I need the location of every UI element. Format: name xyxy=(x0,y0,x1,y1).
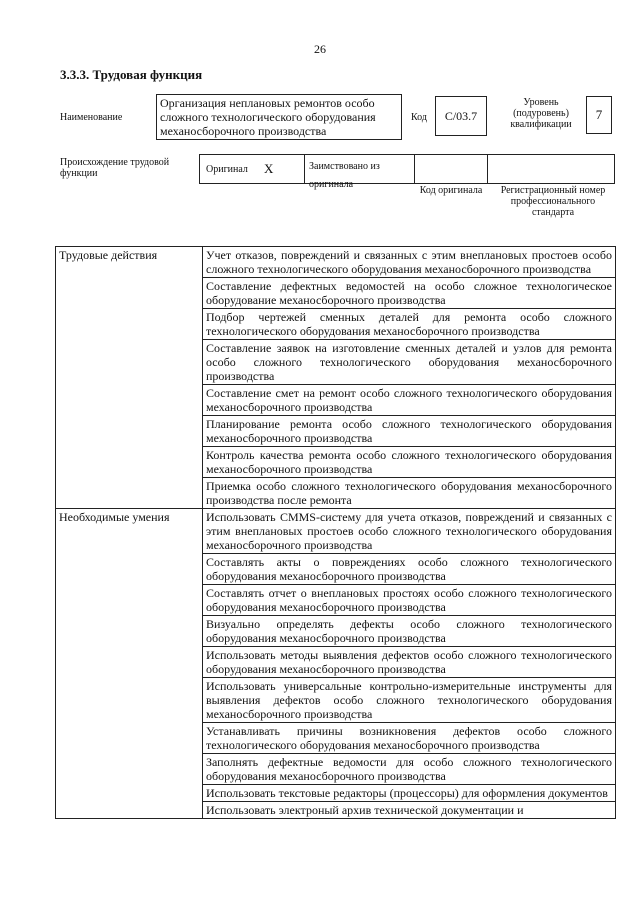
original-code-cell xyxy=(414,154,488,184)
function-name-box xyxy=(156,94,402,140)
code-value: C/03.7 xyxy=(444,108,478,123)
function-name-value: Организация неплановых ремонтов особо сложного технологического оборудования механосборочного производства xyxy=(160,96,376,138)
section-title: 3.3.3. Трудовая функция xyxy=(60,67,203,82)
table-cell: Использовать текстовые редакторы (процессоры) для оформления документов xyxy=(203,785,616,802)
table-cell: Составлять отчет о внеплановых простоях особо сложного технологического оборудования механосборочного производства xyxy=(203,585,616,616)
origin-label: Происхождение трудовой функции xyxy=(60,157,170,179)
page-number: 26 xyxy=(314,42,326,56)
original-label: Оригинал xyxy=(206,164,248,175)
level-label: Уровень (подуровень) квалификации xyxy=(510,97,572,130)
table-cell: Составление дефектных ведомостей на особо сложное технологическое оборудование механосборочного производства xyxy=(203,278,616,309)
table-row xyxy=(56,509,616,554)
table-cell: Контроль качества ремонта особо сложного технологического оборудования механосборочного производства xyxy=(203,447,616,478)
table-cell: Составление заявок на изготовление сменных деталей и узлов для ремонта особо сложного технологического оборудования механосборочного производства xyxy=(203,340,616,385)
function-table xyxy=(55,246,616,819)
original-code-caption: Код оригинала xyxy=(419,185,483,196)
table-cell: Составлять акты о повреждениях особо сложного технологического оборудования механосборочного производства xyxy=(203,554,616,585)
registration-number-caption: Регистрационный номер профессионального стандарта xyxy=(500,185,606,218)
table-cell: Учет отказов, повреждений и связанных с этим внеплановых простоев особо сложного технологического оборудования механосборочного производства xyxy=(203,247,616,278)
bottom-rule xyxy=(0,897,640,898)
table-cell: Использовать методы выявления дефектов особо сложного технологического оборудования механосборочного производства xyxy=(203,647,616,678)
original-cell xyxy=(199,154,305,184)
table-cell: Составление смет на ремонт особо сложного технологического оборудования механосборочного производства xyxy=(203,385,616,416)
table-cell: Использовать электроный архив технической документации и xyxy=(203,802,616,819)
section-label: Необходимые умения xyxy=(56,509,203,819)
code-label: Код xyxy=(411,112,427,123)
table-cell: Планирование ремонта особо сложного технологического оборудования механосборочного производства xyxy=(203,416,616,447)
section-label: Трудовые действия xyxy=(56,247,203,509)
table-cell: Использовать CMMS-систему для учета отказов, повреждений и связанных с этим внеплановых простоев особо сложного технологического оборудования механосборочного производства xyxy=(203,509,616,554)
table-cell: Подбор чертежей сменных деталей для ремонта особо сложного технологического оборудования механосборочного производства xyxy=(203,309,616,340)
table-row xyxy=(56,247,616,278)
table-cell: Визуально определять дефекты особо сложного технологического оборудования механосборочного производства xyxy=(203,616,616,647)
table-cell: Заполнять дефектные ведомости для особо сложного технологического оборудования механосборочного производства xyxy=(203,754,616,785)
code-box xyxy=(435,96,487,136)
level-value: 7 xyxy=(595,107,603,122)
table-cell: Устанавливать причины возникновения дефектов особо сложного технологического оборудования механосборочного производства xyxy=(203,723,616,754)
level-box xyxy=(586,96,612,134)
table-cell: Использовать универсальные контрольно-измерительные инструменты для выявления дефектов особо сложного технологического оборудования механосборочного производства xyxy=(203,678,616,723)
table-cell: Приемка особо сложного технологического оборудования механосборочного производства после ремонта xyxy=(203,478,616,509)
name-label: Наименование xyxy=(60,112,123,123)
original-mark: X xyxy=(264,161,274,176)
borrowed-label: Заимствовано из оригинала xyxy=(309,161,380,190)
borrowed-cell xyxy=(304,154,415,190)
registration-number-cell xyxy=(487,154,615,184)
